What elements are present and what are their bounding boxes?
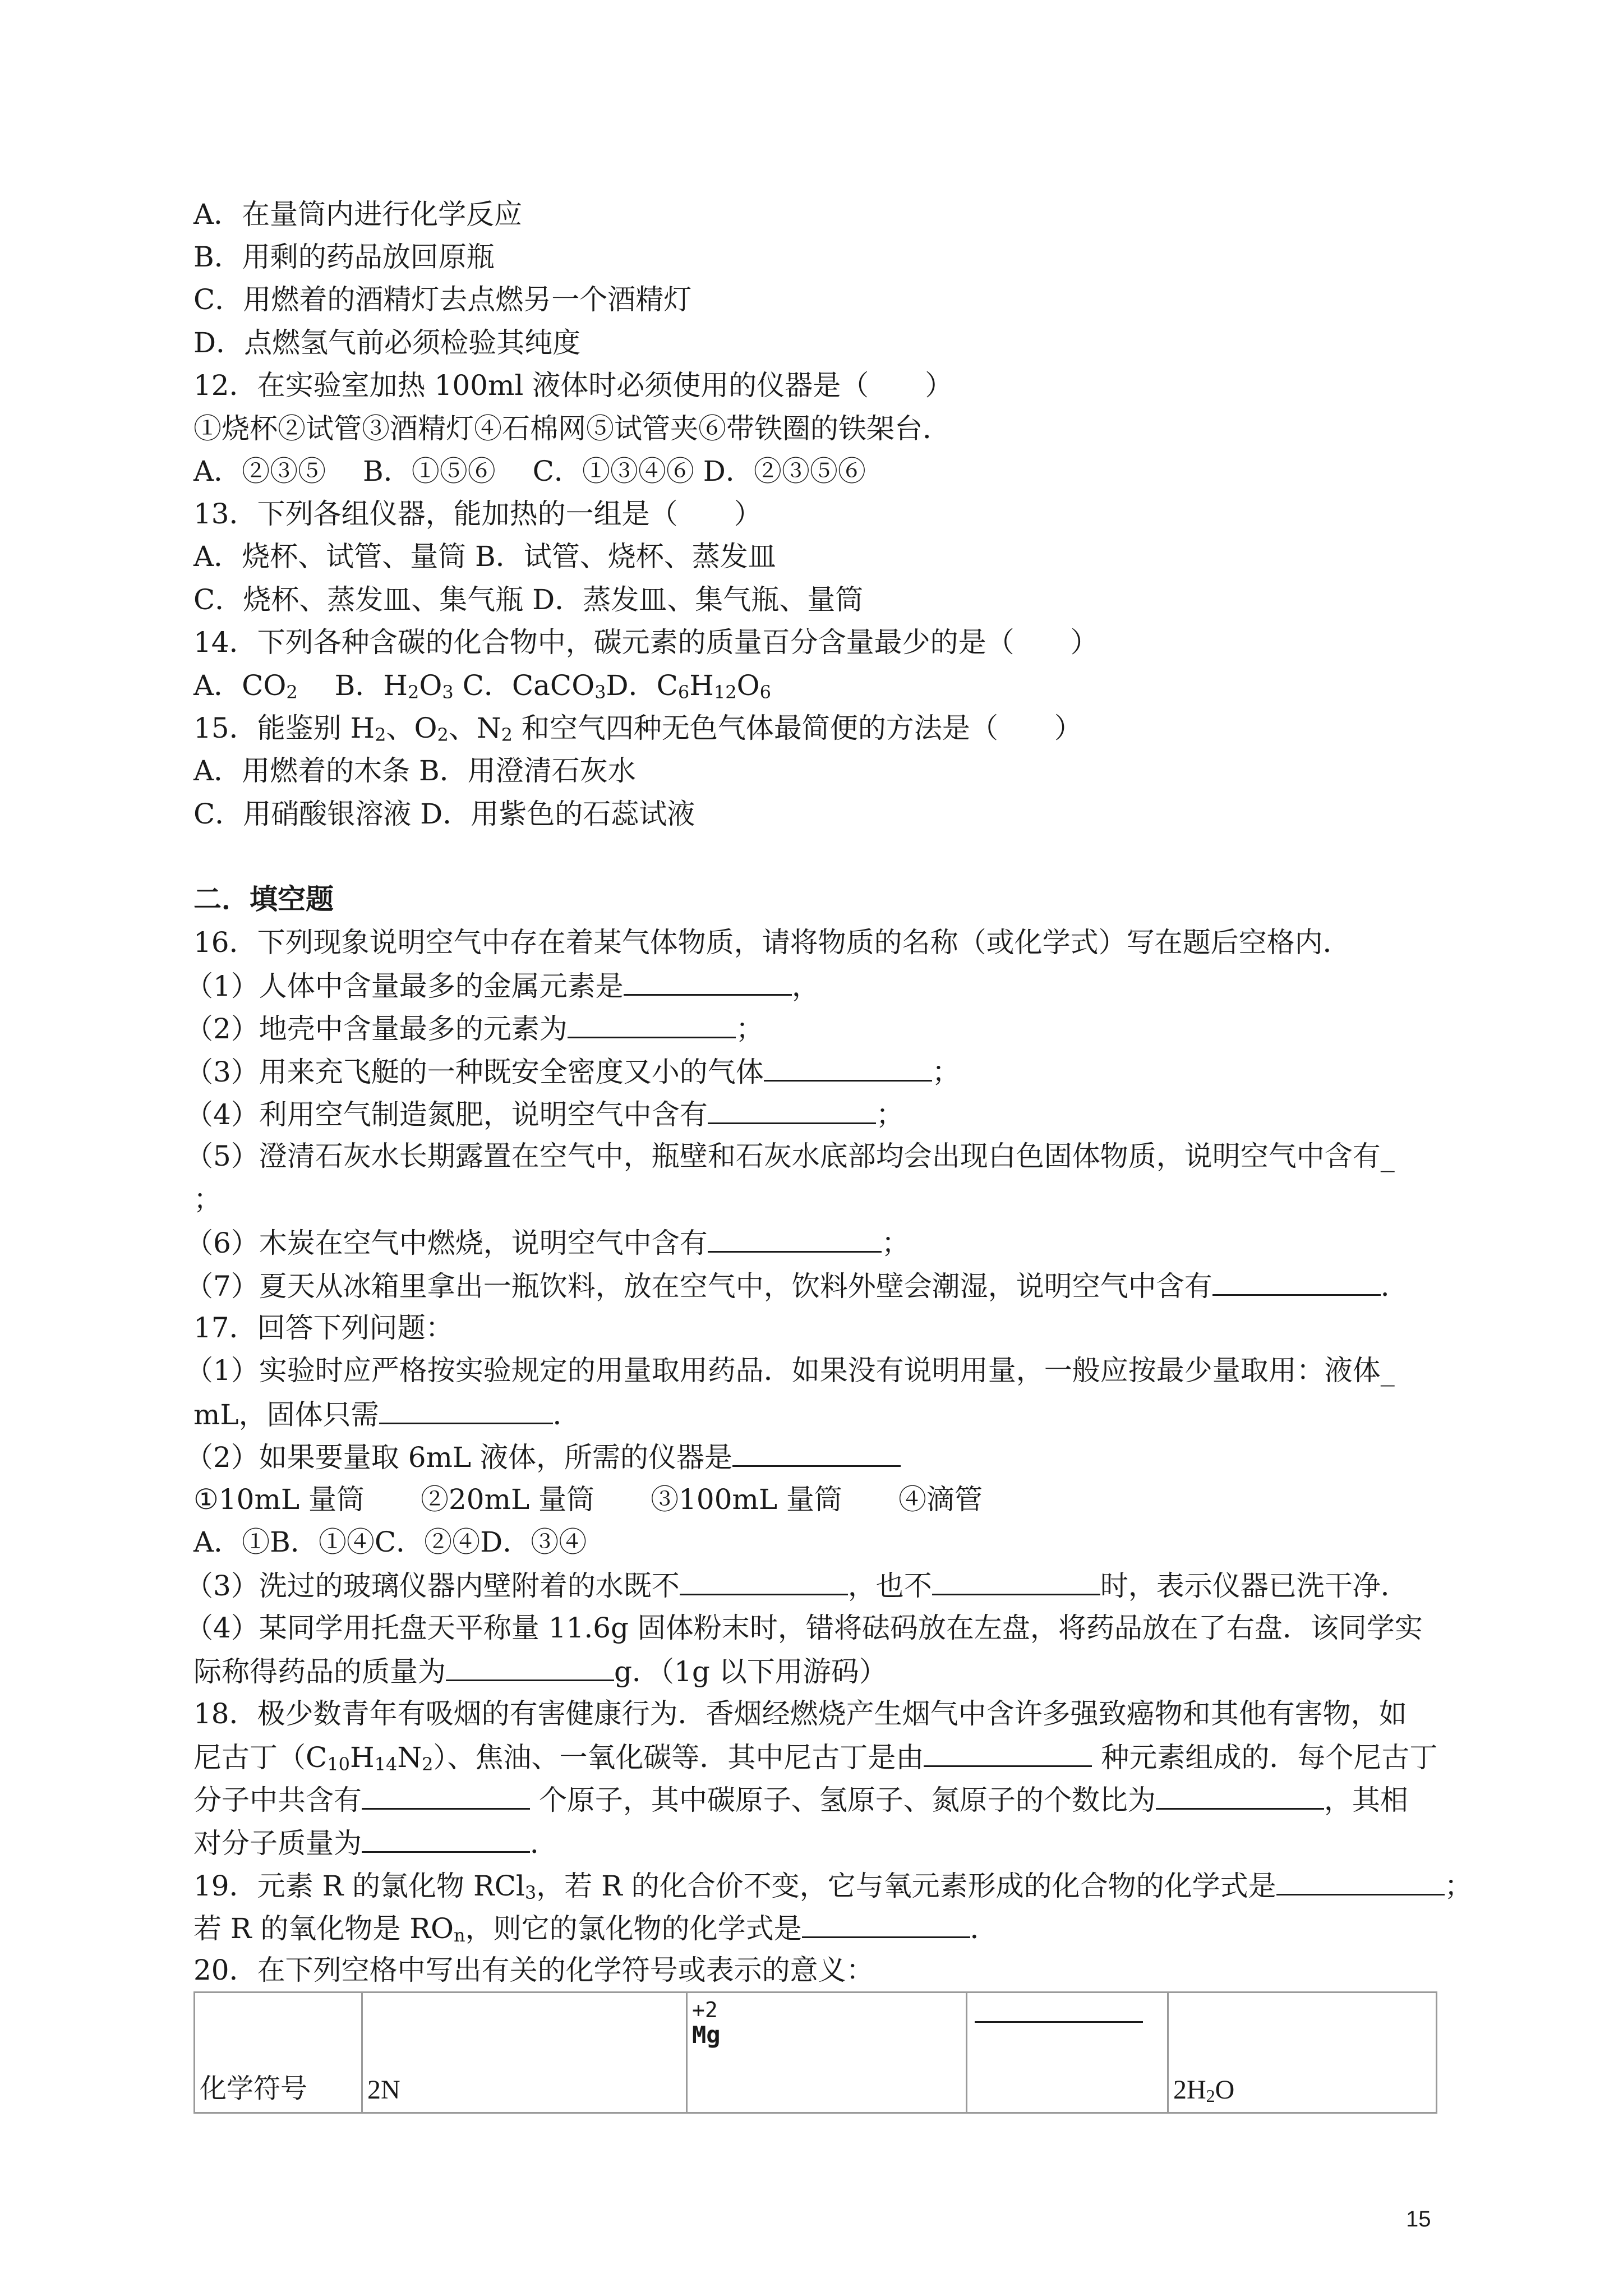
q17-part4: （4）某同学用托盘天平称量 11.6g 固体粉末时，错将砝码放在左盘，将药品放在了右盘．该同学实 [185,1612,1423,1644]
q20-stem: 20．在下列空格中写出有关的化学符号或表示的意义： [193,1954,874,1986]
q17-stem: 17．回答下列问题： [193,1312,454,1344]
q16-part2: （2）地壳中含量最多的元素为 ； [185,1011,764,1046]
q11-option-a: A．在量筒内进行化学反应 [193,198,523,231]
q16-part5-end: ； [193,1183,222,1216]
symbol-cell-mg [687,1993,967,2113]
answer-blank[interactable] [362,1782,530,1810]
q14-stem: 14．下列各种含碳的化合物中，碳元素的质量百分含量最少的是（ ） [193,626,1099,659]
answer-blank[interactable] [975,2021,1143,2023]
q17-part1: （1）实验时应严格按实验规定的用量取用药品．如果没有说明用量，一般应按最少量取用：液体_ [185,1354,1395,1387]
q15-stem: 15．能鉴别 $H_2$、$O_2$、$N_2$ 和空气四种无色气体最简便的方法是（ ） [193,712,1082,746]
symbol-cell-blank[interactable] [967,1993,1168,2113]
page-number: 15 [1406,2207,1431,2231]
q18-line3: 分子中共含有 个原子，其中碳原子、氢原子、氮原子的个数比为 ，其相 [193,1782,1408,1817]
answer-blank[interactable] [802,1911,970,1938]
q17-items: ①10mL 量筒 ②20mL 量筒 ③100mL 量筒 ④滴管 [193,1483,983,1516]
q17-part3: （3）洗过的玻璃仪器内壁附着的水既不 ，也不 时，表示仪器已洗干净． [185,1568,1409,1603]
q17-options: A．①B．①④C．②④D．③④ [193,1526,587,1558]
q12-options: A．②③⑤ B．①⑤⑥ C．①③④⑥ D．②③⑤⑥ [193,455,866,487]
symbol-cell-2h2o: $2H_2O$ [1168,1993,1437,2113]
q12-items: ①烧杯②试管③酒精灯④石棉网⑤试管夹⑥带铁圈的铁架台． [193,412,951,445]
q18-line1: 18．极少数青年有吸烟的有害健康行为．香烟经燃烧产生烟气中含许多强致癌物和其他有害物，如 [193,1697,1407,1730]
q19-line2: 若 R 的氧化物是 $RO_n$，则它的氯化物的化学式是 ． [193,1911,998,1945]
answer-blank[interactable] [446,1654,614,1681]
q11-option-b: B．用剩的药品放回原瓶 [193,241,495,273]
q15-options-cd: C．用硝酸银溶液 D．用紫色的石蕊试液 [193,798,695,830]
answer-blank[interactable] [624,968,792,996]
q18-line2: 尼古丁$(C_{10}H_{14}N_2)$、焦油、一氧化碳等．其中尼古丁是由 种元素组成的．每个尼古丁 [193,1740,1437,1774]
section-title: 二．填空题 [193,882,334,915]
q12-stem: 12．在实验室加热 100ml 液体时必须使用的仪器是（ ） [193,369,953,402]
symbol-cell-2n: 2N [362,1993,687,2113]
answer-blank[interactable] [764,1054,932,1082]
q18-line4: 对分子质量为 ． [193,1825,558,1860]
answer-blank[interactable] [680,1568,848,1595]
answer-blank[interactable] [708,1097,876,1124]
q17-part4-cont: 际称得药品的质量为 g．（1g 以下用游码） [193,1654,887,1688]
q16-part5: （5）澄清石灰水长期露置在空气中，瓶壁和石灰水底部均会出现白色固体物质，说明空气中含有_ [185,1140,1395,1172]
q16-part4: （4）利用空气制造氮肥，说明空气中含有 ； [185,1097,904,1131]
answer-blank[interactable] [732,1439,901,1467]
q14-options: A．$CO_2$ B．$H_2O_3$ C．CaCO$_3$D．$C_6H_{12}O_6$ [193,669,771,703]
answer-blank[interactable] [1276,1868,1445,1895]
answer-blank[interactable] [1212,1268,1381,1296]
chemical-symbol-table [193,1991,1437,2114]
q16-part3: （3）用来充飞艇的一种既安全密度又小的气体 ； [185,1054,960,1089]
row-label: 化学符号 [195,1993,362,2113]
answer-blank[interactable] [568,1011,736,1038]
q11-option-c: C．用燃着的酒精灯去点燃另一个酒精灯 [193,283,692,316]
charge-label: +2 [692,1998,718,2022]
q16-part6: （6）木炭在空气中燃烧，说明空气中含有 ； [185,1225,910,1260]
table-row [195,1993,1437,2113]
q19-line1: 19．元素 R 的氯化物 RCl$_3$，若 R 的化合价不变，它与氧元素形成的化合物的化学式是 ； [193,1868,1473,1903]
answer-blank[interactable] [379,1397,553,1424]
element-symbol: Mg [692,2021,721,2049]
q13-stem: 13．下列各组仪器，能加热的一组是（ ） [193,498,762,530]
answer-blank[interactable] [932,1568,1100,1595]
q11-option-d: D．点燃氢气前必须检验其纯度 [193,326,581,359]
q15-options-ab: A．用燃着的木条 B．用澄清石灰水 [193,754,636,787]
answer-blank[interactable] [362,1825,530,1853]
answer-blank[interactable] [924,1740,1092,1767]
q17-part1-cont: mL，固体只需 ． [193,1397,581,1432]
answer-blank[interactable] [1156,1782,1324,1810]
q16-part1: （1）人体中含量最多的金属元素是 ， [185,968,820,1003]
q17-part2: （2）如果要量取 6mL 液体，所需的仪器是 [185,1439,901,1474]
q16-stem: 16．下列现象说明空气中存在着某气体物质，请将物质的名称（或化学式）写在题后空格内． [193,926,1351,959]
answer-blank[interactable] [708,1225,882,1253]
q13-options-cd: C．烧杯、蒸发皿、集气瓶 D．蒸发皿、集气瓶、量筒 [193,583,864,616]
q16-part7: （7）夏天从冰箱里拿出一瓶饮料，放在空气中，饮料外壁会潮湿，说明空气中含有 ． [185,1268,1409,1303]
q13-options-ab: A．烧杯、试管、量筒 B．试管、烧杯、蒸发皿 [193,540,776,573]
